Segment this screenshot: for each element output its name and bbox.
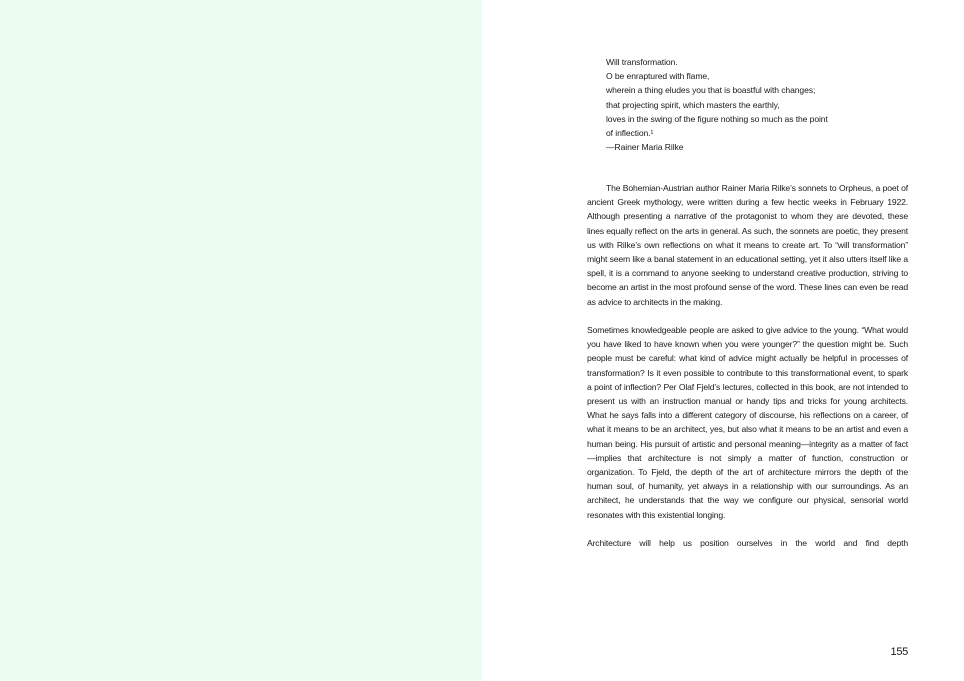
body-paragraph: Architecture will help us position ourselves in the world and find depth (587, 538, 908, 549)
epigraph-attribution: —Rainer Maria Rilke (606, 142, 684, 153)
body-paragraph: The Bohemian-Austrian author Rainer Maria Rilke’s sonnets to Orpheus, a poet of ancient Greek mythology, were written during a few hectic weeks in February 1922. Although presenting a narrative of the protagonist to whom they are devoted, these lines equally reflect on the arts in general. As such, the sonnets are poetic, they present us with Rilke’s own reflections on what it means to create art. To “will transformation” might seem like a banal statement in an educational setting, yet it also utters itself like a spell, it is a command to anyone seeking to understand creative production, striving to become an artist in the most profound sense of the word. These lines can even be read as advice to architects in the making. (587, 183, 908, 307)
epigraph-line: that projecting spirit, which masters the earthly, (606, 99, 780, 110)
body-text (587, 181, 908, 550)
epigraph (606, 55, 906, 154)
epigraph-line: Will transformation. (606, 57, 678, 67)
epigraph-line: wherein a thing eludes you that is boastful with changes; (606, 85, 816, 96)
page-number: 155 (890, 646, 908, 658)
epigraph-line: O be enraptured with flame, (606, 71, 710, 82)
epigraph-line: of inflection.¹ (606, 128, 654, 139)
epigraph-line: loves in the swing of the figure nothing so much as the point (606, 113, 828, 124)
body-paragraph: Sometimes knowledgeable people are asked to give advice to the young. “What would you have liked to have known when you were younger?” the question might be. Such people must be careful: what kind of advice might actually be helpful in processes of transformation? Is it even possible to contribute to this transformational event, to spark a point of inflection? Per Olaf Fjeld’s lectures, collected in this book, are not intended to present us with an instruction manual or handy tips and tricks for young architects. What he says falls into a different category of discourse, his reflections on a career, of what it means to be an architect, yes, but also what it means to be an artist and even a human being. His pursuit of artistic and personal meaning—integrity as a matter of fact—implies that architecture is not simply a matter of function, construction or organization. To Fjeld, the depth of the art of architecture mirrors the depth of the human soul, of humanity, yet always in a relationship with our surroundings. As an architect, he understands that the way we configure our physical, sensorial world resonates with this existential longing. (587, 325, 908, 520)
